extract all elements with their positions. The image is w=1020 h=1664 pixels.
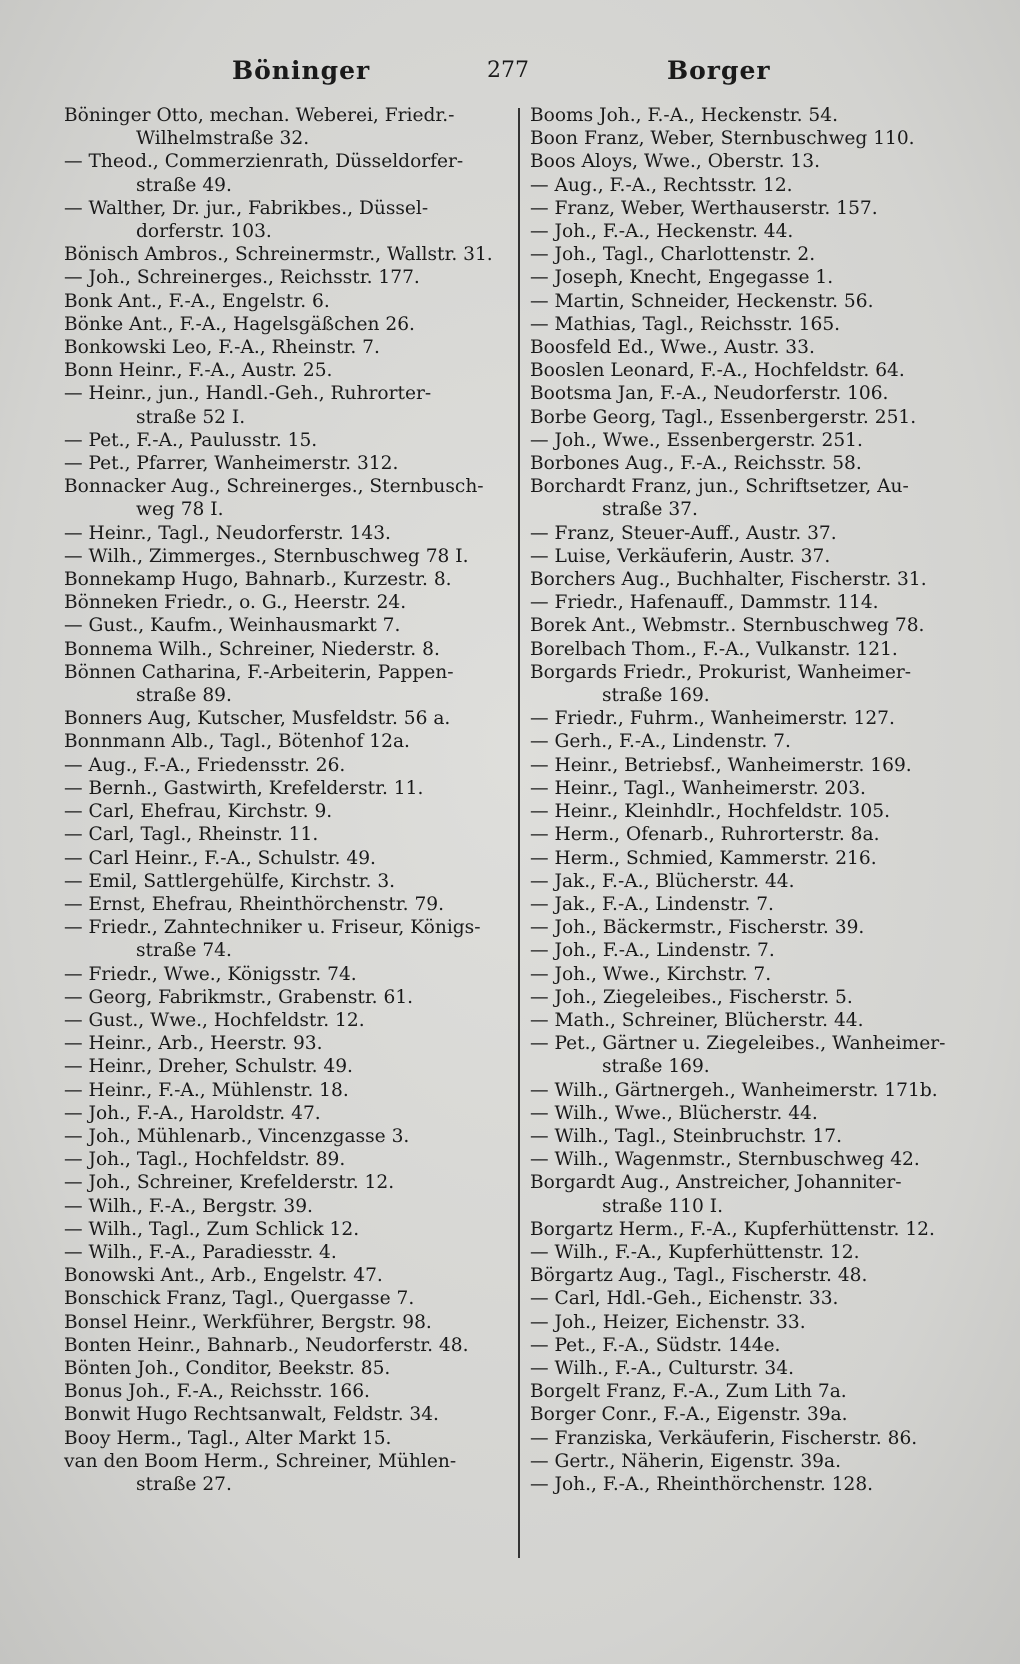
directory-entry: — Wilh., Gärtnergeh., Wanheimerstr. 171b.: [530, 1079, 938, 1101]
directory-entry: Bönnen Catharina, F.-Arbeiterin, Pappen-: [64, 661, 454, 683]
directory-entry: — Carl, Tagl., Rheinstr. 11.: [64, 824, 319, 846]
directory-entry: Borchers Aug., Buchhalter, Fischerstr. 31.: [530, 569, 927, 591]
directory-entry: — Joh., F.-A., Lindenstr. 7.: [530, 940, 775, 962]
directory-entry: — Wilh., Zimmerges., Sternbuschweg 78 I.: [64, 545, 469, 567]
directory-entry: — Heinr., Dreher, Schulstr. 49.: [64, 1056, 353, 1078]
directory-entry: Borbe Georg, Tagl., Essenbergerstr. 251.: [530, 406, 917, 428]
directory-entry: Bonwit Hugo Rechtsanwalt, Feldstr. 34.: [64, 1404, 439, 1426]
directory-entry: Borek Ant., Webmstr.. Sternbuschweg 78.: [530, 615, 925, 637]
directory-entry: — Jak., F.-A., Blücherstr. 44.: [530, 870, 795, 892]
directory-entry-continuation: straße 27.: [136, 1473, 232, 1495]
directory-entry: — Franz, Weber, Werthauserstr. 157.: [530, 197, 878, 219]
directory-entry: — Aug., F.-A., Friedensstr. 26.: [64, 754, 346, 776]
directory-entry-continuation: straße 74.: [136, 940, 232, 962]
directory-entry: — Carl, Hdl.-Geh., Eichenstr. 33.: [530, 1288, 839, 1310]
directory-entry: — Georg, Fabrikmstr., Grabenstr. 61.: [64, 986, 414, 1008]
directory-entry: Boon Franz, Weber, Sternbuschweg 110.: [530, 128, 915, 150]
directory-entry: Bonowski Ant., Arb., Engelstr. 47.: [64, 1265, 383, 1287]
directory-entry: — Friedr., Wwe., Königsstr. 74.: [64, 963, 357, 985]
directory-entry: Bonten Heinr., Bahnarb., Neudorferstr. 48.: [64, 1334, 469, 1356]
directory-entry: — Joh., Schreinerges., Reichsstr. 177.: [64, 267, 420, 289]
directory-entry: — Heinr., Tagl., Wanheimerstr. 203.: [530, 777, 866, 799]
directory-entry: — Pet., F.-A., Südstr. 144e.: [530, 1334, 781, 1356]
directory-entry: Bönisch Ambros., Schreinermstr., Wallstr. 31.: [64, 244, 493, 266]
directory-entry: — Wilh., Tagl., Steinbruchstr. 17.: [530, 1125, 843, 1147]
directory-entry: Booms Joh., F.-A., Heckenstr. 54.: [530, 105, 838, 126]
directory-entry: — Joh., Ziegeleibes., Fischerstr. 5.: [530, 986, 853, 1008]
directory-entry: — Joh., F.-A., Haroldstr. 47.: [64, 1102, 321, 1124]
directory-entry: Bönke Ant., F.-A., Hagelsgäßchen 26.: [64, 313, 415, 335]
directory-entry: — Bernh., Gastwirth, Krefelderstr. 11.: [64, 777, 424, 799]
directory-entry: — Ernst, Ehefrau, Rheinthörchenstr. 79.: [64, 893, 445, 915]
directory-entry: Bonners Aug, Kutscher, Musfeldstr. 56 a.: [64, 708, 451, 730]
directory-entry: Bönneken Friedr., o. G., Heerstr. 24.: [64, 592, 407, 614]
directory-entry: Bootsma Jan, F.-A., Neudorferstr. 106.: [530, 383, 889, 405]
directory-entry: Borgardt Aug., Anstreicher, Johanniter-: [530, 1172, 902, 1194]
directory-entry: — Luise, Verkäuferin, Austr. 37.: [530, 545, 831, 567]
directory-entry: Bonschick Franz, Tagl., Quergasse 7.: [64, 1288, 415, 1310]
directory-entry: — Wilh., F.-A., Bergstr. 39.: [64, 1195, 313, 1217]
directory-entry: Bonkowski Leo, F.-A., Rheinstr. 7.: [64, 337, 380, 359]
directory-entry-continuation: straße 52 I.: [136, 406, 246, 428]
directory-entry: Bonnema Wilh., Schreiner, Niederstr. 8.: [64, 638, 440, 660]
directory-entry: Börgartz Aug., Tagl., Fischerstr. 48.: [530, 1265, 868, 1287]
column-divider: [518, 108, 520, 1558]
directory-entry: — Heinr., Kleinhdlr., Hochfeldstr. 105.: [530, 801, 890, 823]
directory-entry-continuation: straße 89.: [136, 685, 232, 707]
directory-entry: Bonk Ant., F.-A., Engelstr. 6.: [64, 290, 330, 312]
directory-entry: — Gust., Kaufm., Weinhausmarkt 7.: [64, 615, 401, 637]
directory-entry: Bonnacker Aug., Schreinerges., Sternbusch-: [64, 476, 484, 498]
directory-entry: — Joh., Heizer, Eichenstr. 33.: [530, 1311, 806, 1333]
directory-entry-continuation: straße 49.: [136, 174, 232, 196]
directory-entry: — Wilh., Tagl., Zum Schlick 12.: [64, 1218, 360, 1240]
directory-entry: — Wilh., F.-A., Paradiesstr. 4.: [64, 1241, 337, 1263]
page-header: [0, 52, 1020, 92]
directory-entry: — Herm., Ofenarb., Ruhrorterstr. 8a.: [530, 824, 880, 846]
directory-entry: — Gerh., F.-A., Lindenstr. 7.: [530, 731, 791, 753]
directory-entry: — Gust., Wwe., Hochfeldstr. 12.: [64, 1009, 365, 1031]
directory-entry: — Joh., Wwe., Essenbergerstr. 251.: [530, 429, 863, 451]
directory-entry: — Mathias, Tagl., Reichsstr. 165.: [530, 313, 841, 335]
directory-entry: — Walther, Dr. jur., Fabrikbes., Düssel-: [64, 197, 429, 219]
directory-entry: Booslen Leonard, F.-A., Hochfeldstr. 64.: [530, 360, 905, 382]
directory-entry: Borelbach Thom., F.-A., Vulkanstr. 121.: [530, 638, 898, 660]
directory-entry: Borgards Friedr., Prokurist, Wanheimer-: [530, 661, 911, 683]
directory-entry: Bonn Heinr., F.-A., Austr. 25.: [64, 360, 333, 382]
right-column: [530, 104, 970, 1496]
directory-entry-continuation: dorferstr. 103.: [136, 221, 272, 243]
directory-entry: — Heinr., Betriebsf., Wanheimerstr. 169.: [530, 754, 912, 776]
directory-entry: — Joseph, Knecht, Engegasse 1.: [530, 267, 834, 289]
directory-entry: — Wilh., F.-A., Kupferhüttenstr. 12.: [530, 1241, 860, 1263]
directory-entry: Booy Herm., Tagl., Alter Markt 15.: [64, 1427, 392, 1449]
directory-entry: — Aug., F.-A., Rechtsstr. 12.: [530, 174, 793, 196]
directory-entry: — Math., Schreiner, Blücherstr. 44.: [530, 1009, 864, 1031]
directory-entry: Boos Aloys, Wwe., Oberstr. 13.: [530, 151, 820, 173]
directory-entry: Böninger Otto, mechan. Weberei, Friedr.-: [64, 105, 455, 126]
directory-entry: — Heinr., jun., Handl.-Geh., Ruhrorter-: [64, 383, 432, 405]
directory-entry-continuation: straße 169.: [602, 1056, 710, 1078]
directory-entry: — Heinr., F.-A., Mühlenstr. 18.: [64, 1079, 349, 1101]
left-column: [64, 104, 510, 1496]
directory-entry: — Joh., Tagl., Charlottenstr. 2.: [530, 244, 816, 266]
directory-entry: Bonus Joh., F.-A., Reichsstr. 166.: [64, 1381, 370, 1403]
directory-entry: — Pet., Gärtner u. Ziegeleibes., Wanheimer-: [530, 1033, 946, 1055]
directory-entry: — Theod., Commerzienrath, Düsseldorfer-: [64, 151, 464, 173]
directory-entry: — Franz, Steuer-Auff., Austr. 37.: [530, 522, 837, 544]
directory-entry: Borger Conr., F.-A., Eigenstr. 39a.: [530, 1404, 848, 1426]
directory-entry: — Joh., Wwe., Kirchstr. 7.: [530, 963, 772, 985]
directory-entry: — Pet., Pfarrer, Wanheimerstr. 312.: [64, 453, 399, 475]
directory-entry: Borbones Aug., F.-A., Reichsstr. 58.: [530, 453, 862, 475]
directory-entry: Bonsel Heinr., Werkführer, Bergstr. 98.: [64, 1311, 432, 1333]
directory-entry: — Friedr., Zahntechniker u. Friseur, Königs-: [64, 917, 481, 939]
directory-entry: — Joh., Mühlenarb., Vincenzgasse 3.: [64, 1125, 410, 1147]
directory-entry: Borgelt Franz, F.-A., Zum Lith 7a.: [530, 1381, 847, 1403]
directory-entry: — Heinr., Tagl., Neudorferstr. 143.: [64, 522, 391, 544]
directory-entry: Bonnmann Alb., Tagl., Bötenhof 12a.: [64, 731, 410, 753]
directory-entry: Bonnekamp Hugo, Bahnarb., Kurzestr. 8.: [64, 569, 452, 591]
directory-entry: — Friedr., Fuhrm., Wanheimerstr. 127.: [530, 708, 895, 730]
directory-entry: — Joh., F.-A., Rheinthörchenstr. 128.: [530, 1473, 874, 1495]
directory-entry: Borchardt Franz, jun., Schriftsetzer, Au-: [530, 476, 909, 498]
directory-entry-continuation: straße 169.: [602, 685, 710, 707]
directory-entry: — Jak., F.-A., Lindenstr. 7.: [530, 893, 774, 915]
directory-entry-continuation: Wilhelmstraße 32.: [136, 128, 310, 150]
directory-entry: — Carl, Ehefrau, Kirchstr. 9.: [64, 801, 333, 823]
directory-entry: — Joh., F.-A., Heckenstr. 44.: [530, 221, 794, 243]
directory-entry: — Martin, Schneider, Heckenstr. 56.: [530, 290, 874, 312]
directory-entry: Boosfeld Ed., Wwe., Austr. 33.: [530, 337, 815, 359]
directory-entry: — Gertr., Näherin, Eigenstr. 39a.: [530, 1450, 841, 1472]
directory-entry-continuation: straße 110 I.: [602, 1195, 723, 1217]
directory-entry: — Herm., Schmied, Kammerstr. 216.: [530, 847, 877, 869]
directory-entry: — Wilh., Wagenmstr., Sternbuschweg 42.: [530, 1149, 920, 1171]
directory-entry: van den Boom Herm., Schreiner, Mühlen-: [64, 1450, 457, 1472]
directory-entry: — Wilh., Wwe., Blücherstr. 44.: [530, 1102, 818, 1124]
directory-entry: — Joh., Bäckermstr., Fischerstr. 39.: [530, 917, 865, 939]
directory-entry: — Emil, Sattlergehülfe, Kirchstr. 3.: [64, 870, 396, 892]
directory-entry: — Pet., F.-A., Paulusstr. 15.: [64, 429, 318, 451]
directory-entry: — Carl Heinr., F.-A., Schulstr. 49.: [64, 847, 376, 869]
directory-entry: — Joh., Schreiner, Krefelderstr. 12.: [64, 1172, 395, 1194]
directory-entry-continuation: straße 37.: [602, 499, 698, 521]
directory-entry: Bönten Joh., Conditor, Beekstr. 85.: [64, 1357, 391, 1379]
directory-entry: — Joh., Tagl., Hochfeldstr. 89.: [64, 1149, 346, 1171]
directory-entry: — Wilh., F.-A., Culturstr. 34.: [530, 1357, 794, 1379]
directory-entry: — Franziska, Verkäuferin, Fischerstr. 86.: [530, 1427, 918, 1449]
directory-entry: — Heinr., Arb., Heerstr. 93.: [64, 1033, 323, 1055]
page-number: 277: [487, 58, 529, 83]
directory-entry: — Friedr., Hafenauff., Dammstr. 114.: [530, 592, 879, 614]
directory-entry: Borgartz Herm., F.-A., Kupferhüttenstr. 12.: [530, 1218, 935, 1240]
header-right-keyword: Borger: [667, 56, 771, 85]
directory-entry-continuation: weg 78 I.: [136, 499, 224, 521]
header-left-keyword: Böninger: [232, 56, 371, 85]
